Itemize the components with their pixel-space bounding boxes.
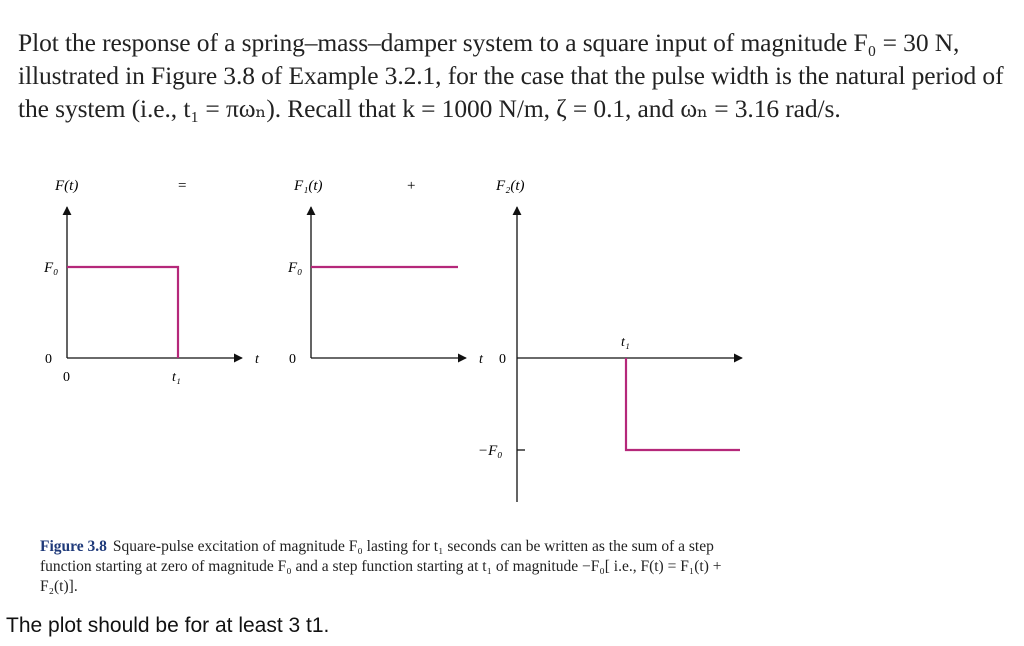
plot-f-y-label: F₀ (44, 260, 59, 276)
plot-f2-x-tick: t₁ (621, 335, 630, 350)
plot-f2-y-zero: 0 (499, 352, 506, 367)
plot-f1-y-zero: 0 (289, 352, 296, 367)
caption-text: Square-pulse excitation of magnitude F₀ lasting for t₁ seconds can be written as the sum of a step function starting at zero of magnitude F₀ and a step function starting at t₁ of magnitude −F₀[ i.e., F(t) = F₁(t) + F₂(t)]. (40, 538, 722, 595)
plot-f2-y-neg-label: −F₀ (478, 443, 503, 459)
plot-f-x-zero: 0 (63, 370, 70, 385)
figure-caption (40, 537, 760, 597)
plot-f2-title: F₂(t) (496, 178, 525, 194)
plot-f-x-tick: t₁ (172, 370, 181, 385)
note: The plot should be for at least 3 t1. (6, 614, 330, 637)
plot-f1-x-axis-label: t (479, 352, 483, 367)
problem-statement: Plot the response of a spring–mass–damper system to a square input of magnitude F₀ = 30 N, illustrated in Figure 3.8 of Example 3.2.1, for the case that the pulse width is the natural period of the system (i.e., t₁ = πωₙ). Recall that k = 1000 N/m, ζ = 0.1, and ωₙ = 3.16 rad/s. (18, 28, 1004, 123)
plot-f1-title: F₁(t) (294, 178, 323, 194)
figure-3-8 (0, 170, 1024, 530)
plot-f (43, 178, 260, 385)
plot-f2-step (626, 358, 740, 450)
plot-f-title: F(t) (55, 178, 79, 194)
plot-f1 (287, 178, 484, 367)
equals-sign: = (178, 178, 187, 194)
caption-label: Figure 3.8 (40, 538, 107, 555)
plot-f-y-zero: 0 (45, 352, 52, 367)
plot-f2 (478, 178, 742, 502)
plot-f1-y-label: F₀ (288, 260, 303, 276)
plus-sign: + (407, 178, 416, 194)
plot-f-pulse (67, 267, 178, 358)
plot-f-x-axis-label: t (255, 352, 259, 367)
